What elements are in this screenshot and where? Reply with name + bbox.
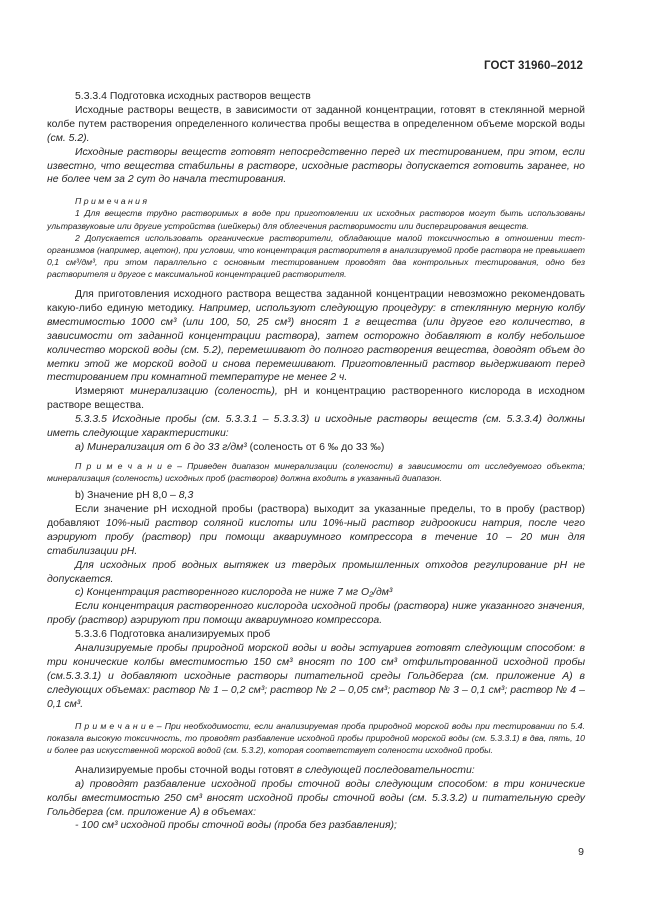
- text-span: Для приготовления исходного раствора вещества заданной концентрации невозможно рекомендовать какую-либо единую методику.: [47, 289, 585, 314]
- paragraph: Для исходных проб водных вытяжек из твердых промышленных отходов регулирование pH не допускается.: [47, 559, 585, 585]
- text-span: 8,3: [178, 490, 194, 502]
- standard-header: ГОСТ 31960–2012: [483, 60, 583, 72]
- text-span: Анализируемые пробы сточной воды готовят: [75, 764, 297, 776]
- section-5335: 5.3.3.5 Исходные пробы (см. 5.3.3.1 – 5.3.3.3) и исходные растворы веществ (см. 5.3.3.4) должны иметь следующие характеристики:: [47, 414, 585, 440]
- text-span: pH и концентрацию растворенного кислорода в исходном растворе вещества.: [47, 386, 585, 412]
- paragraph: [47, 503, 585, 559]
- paragraph: [47, 764, 585, 778]
- section-5334-title: 5.3.3.4 Подготовка исходных растворов веществ: [75, 91, 311, 102]
- text-span: b) Значение pH 8,0 –: [75, 490, 179, 502]
- text-span: 10%-ный раствор соляной кислоты или 10%-ный раствор гидроокиси натрия, после чего аэрируют пробу (раствор) при помощи аквариумного компрессора в течение 10 – 20 мин для стабилизации pH.: [47, 517, 585, 557]
- item-c: с) Концентрация растворенного кислорода не ниже 7 мг O₂/дм³: [75, 587, 393, 599]
- text-span: в следующей последовательности:: [296, 764, 475, 776]
- paragraph: [47, 104, 585, 146]
- paragraph: Анализируемые пробы природной морской воды и воды эстуариев готовят следующим способом: в три конические колбы вместимостью 150 см³ вносят по 100 см³ отфильтрованной исходной пробы (см.5.3.3.1) и добавляют исходные растворы питательной среды Гольдберга (см. приложение А) в следующих объемах: раствор № 1 – 0,2 см³; раствор № 2 – 0,05 см³; раствор № 3 – 0,1 см³; раствор № 4 – 0,1 см³.: [47, 643, 585, 710]
- item-a: [47, 441, 585, 455]
- paragraph: [47, 385, 585, 413]
- note-1: 1 Для веществ трудно растворимых в воде при приготовлении их исходных растворов могут быть использованы ультразвуковые или другие устройства (шейкеры) для облегчения растворимости или диспергирования веществ.: [47, 208, 585, 231]
- note-label: П р и м е ч а н и е: [75, 460, 172, 471]
- text-span: минерализацию (соленость),: [130, 386, 285, 398]
- text-span: (см. 5.2).: [47, 132, 90, 144]
- text-span: а) Минерализация от 6 до 33 г/дм³: [75, 441, 247, 453]
- text-span: Исходные растворы веществ, в зависимости от заданной концентрации, готовят в стеклянной мерной колбе путем растворения определенного количества пробы вещества в определенном объеме морской воды: [47, 104, 585, 130]
- paragraph: а) проводят разбавление исходной пробы сточной воды следующим способом: в три конические колбы вместимостью 250 см³ вносят исходной пробы сточной воды (см. 5.3.3.2) и питательную среду Гольдберга (см. приложение А) в объемах:: [47, 778, 585, 818]
- note-4: [47, 720, 585, 756]
- document-body: [47, 90, 585, 833]
- text-span: Например, используют следующую процедуру: в стеклянную мерную колбу вместимостью 1000 см³ (или 100, 50, 25 см³) вносят 1 г вещества (или другое его количество, в зависимости от заданной концентрации раствора), затем осторожно добавляют в колбу небольшое количество морской воды (см. 5.2), перемешивают до полного растворения вещества, доводят объем до метки этой же морской водой и снова перемешивают. Приготовленный раствор выдерживают перед тестированием при комнатной температуре не менее 2 ч.: [47, 302, 585, 384]
- note-text: – Приведен диапазон минерализации (солености) в зависимости от исследуемого объекта; минерализация (соленость) исходных проб (растворов) должна входить в указанный диапазон.: [47, 460, 585, 483]
- note-text: – При необходимости, если анализируемая проба природной морской воды при тестировании по 5.4. показала высокую токсичность, то проводят разбавление исходной пробы природной морской воды (см. 5.3.3.1) в два, пять, 10 и более раз искусственной морской водой (см. 5.3.2), которая соответствует солености исходной пробы.: [47, 720, 585, 755]
- notes-label: П р и м е ч а н и я: [75, 196, 148, 207]
- text-span: Если значение pH исходной пробы (раствора) выходит за указанные пределы, то в пробу (раствор) добавляют: [47, 503, 585, 529]
- note-2: 2 Допускается использовать органические растворители, обладающие малой токсичностью в отношении тест-организмов (например, ацетон), при условии, что концентрация растворителя в анализируемой пробе раствора не превышает 0,1 см³/дм³, при этом параллельно с основным тестированием проводят два контрольных тестирования, одно без растворителя и другое с максимальной концентрацией растворителя.: [47, 232, 585, 279]
- text-span: (соленость от 6 ‰ до 33 ‰): [246, 441, 385, 453]
- paragraph: Если концентрация растворенного кислорода исходной пробы (раствора) ниже указанного значения, пробу (раствор) аэрируют при помощи аквариумного компрессора.: [47, 601, 585, 627]
- note-3: [47, 460, 585, 484]
- item-b: [47, 489, 585, 503]
- paragraph: Исходные растворы веществ готовят непосредственно перед их тестированием, при этом, если известно, что вещества стабильны в растворе, исходные растворы допускается готовить заранее, но не более чем за 2 сут до начала тестирования.: [47, 146, 585, 186]
- paragraph: [47, 288, 585, 385]
- page-number: 9: [578, 846, 584, 858]
- paragraph: - 100 см³ исходной пробы сточной воды (проба без разбавления);: [75, 820, 397, 832]
- text-span: Измеряют: [75, 386, 131, 398]
- section-5336-title: 5.3.3.6 Подготовка анализируемых проб: [75, 629, 271, 641]
- note-label: П р и м е ч а н и е: [75, 720, 154, 731]
